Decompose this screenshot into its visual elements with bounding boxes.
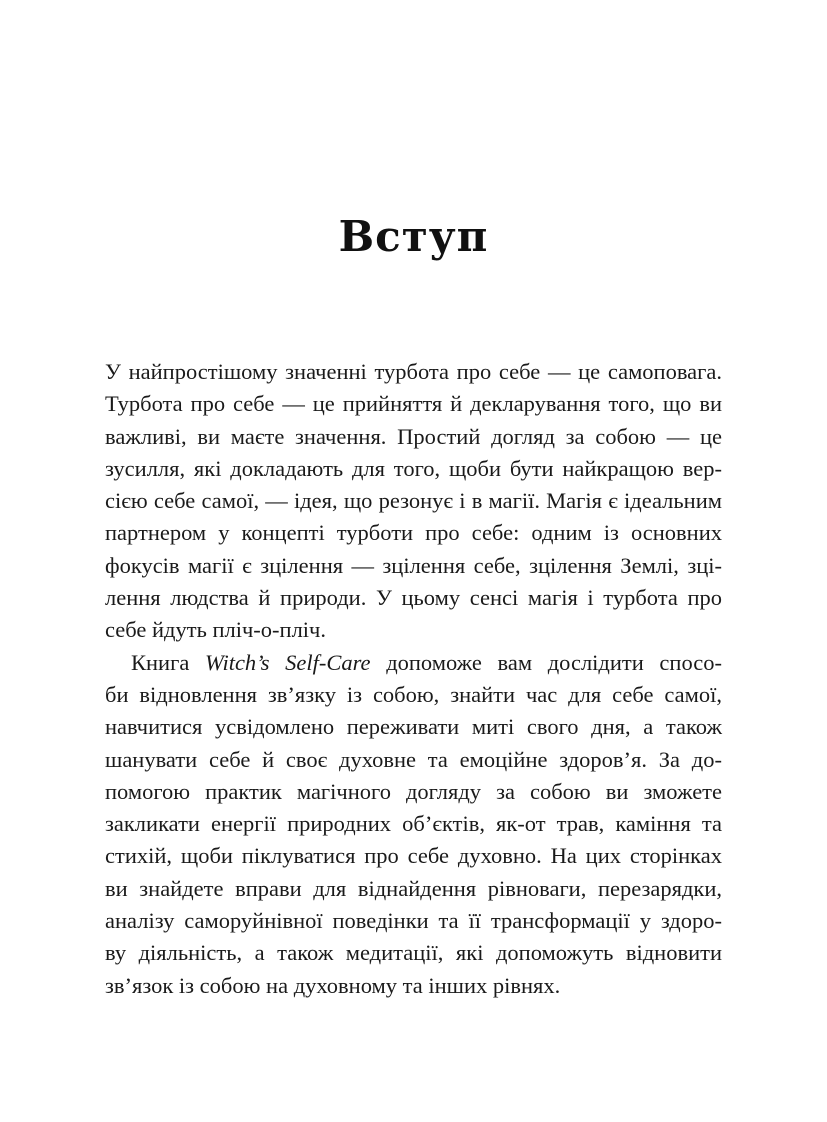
text-line: ву діяльність, а також медитації, які допоможуть відновити <box>105 940 722 966</box>
text-line: зв’язок із собою на духовному та інших рівнях. <box>105 972 561 998</box>
paragraph-1 <box>105 356 722 647</box>
text-line: зусилля, які докладають для того, щоби бути найкращою вер- <box>105 455 722 481</box>
text-line: стихій, щоби піклуватися про себе духовно. На цих сторінках <box>105 843 722 869</box>
text-line: навчитися усвідомлено переживати миті свого дня, а також <box>105 714 722 740</box>
text-line: себе йдуть пліч-о-пліч. <box>105 617 327 643</box>
text-line: фокусів магії є зцілення — зцілення себе, зцілення Землі, зці- <box>105 552 722 578</box>
text-line: важливі, ви маєте значення. Простий догляд за собою — це <box>105 423 722 449</box>
book-title-italic: Witch’s Self-Care <box>204 649 371 675</box>
text-line: ви знайдете вправи для віднайдення рівноваги, перезарядки, <box>105 875 722 901</box>
text-line <box>105 647 722 679</box>
text-line: аналізу саморуйнівної поведінки та її трансформації у здоро- <box>105 908 722 934</box>
text-line: партнером у концепті турботи про себе: одним із основних <box>105 520 722 546</box>
text-line: би відновлення зв’язку із собою, знайти час для себе самої, <box>105 681 722 707</box>
text-line: лення людства й природи. У цьому сенсі магія і турбота про <box>105 585 722 611</box>
chapter-title: Вступ <box>338 212 489 261</box>
text-line: помогою практик магічного догляду за собою ви зможете <box>105 778 722 804</box>
text-span: Книга <box>131 649 205 675</box>
paragraph-2 <box>105 647 722 1002</box>
text-span: допоможе вам дослідити спосо- <box>370 649 722 675</box>
text-line: У найпростішому значенні турбота про себе — це самоповага. <box>105 359 722 384</box>
text-line: шанувати себе й своє духовне та емоційне здоров’я. За до- <box>105 746 722 772</box>
text-line: сією себе самої, — ідея, що резонує і в магії. Магія є ідеальним <box>105 488 722 514</box>
text-line: закликати енергії природних об’єктів, як-от трав, каміння та <box>105 811 722 837</box>
chapter-body <box>105 356 722 1002</box>
text-line: Турбота про себе — це прийняття й декларування того, що ви <box>105 391 722 417</box>
